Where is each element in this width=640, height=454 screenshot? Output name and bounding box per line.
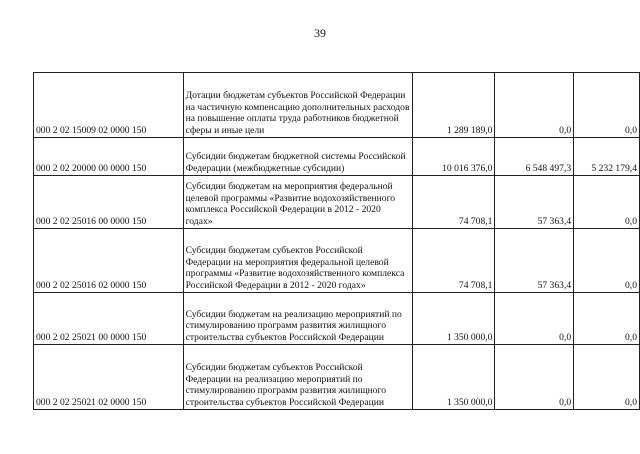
amount-col1: 1 350 000,0 [412, 293, 495, 345]
amount-col3: 0,0 [574, 176, 640, 229]
budget-item-name: Субсидии бюджетам на мероприятия федеральной целевой программы «Развитие водохозяйственного комплекса Российской Федерации в 2012 - 2020 годах» [183, 176, 412, 229]
amount-col2: 6 548 497,3 [495, 138, 574, 176]
budget-code: 000 2 02 25016 00 0000 150 [34, 176, 184, 229]
budget-item-name: Субсидии бюджетам субъектов Российской Федерации на реализацию мероприятий по стимулированию программ развития жилищного строительства субъектов Российской Федерации [183, 345, 412, 410]
budget-code: 000 2 02 20000 00 0000 150 [34, 138, 184, 176]
table-row [34, 176, 640, 229]
amount-col2: 0,0 [495, 73, 574, 138]
amount-col3: 5 232 179,4 [574, 138, 640, 176]
amount-col1: 74 708,1 [412, 229, 495, 293]
table-row [34, 293, 640, 345]
amount-col3: 0,0 [574, 229, 640, 293]
table-row [34, 138, 640, 176]
amount-col1: 1 350 000,0 [412, 345, 495, 410]
page-number: 39 [314, 26, 326, 40]
amount-col3: 0,0 [574, 293, 640, 345]
amount-col2: 57 363,4 [495, 176, 574, 229]
amount-col2: 57 363,4 [495, 229, 574, 293]
amount-col3: 0,0 [574, 73, 640, 138]
table-row [34, 73, 640, 138]
budget-code: 000 2 02 15009 02 0000 150 [34, 73, 184, 138]
budget-table [33, 72, 640, 410]
budget-code: 000 2 02 25021 00 0000 150 [34, 293, 184, 345]
budget-item-name: Субсидии бюджетам субъектов Российской Федерации на мероприятия федеральной целевой программы «Развитие водохозяйственного комплекса Российской Федерации в 2012 - 2020 годах» [183, 229, 412, 293]
budget-item-name: Субсидии бюджетам бюджетной системы Российской Федерации (межбюджетные субсидии) [183, 138, 412, 176]
amount-col2: 0,0 [495, 293, 574, 345]
budget-item-name: Субсидии бюджетам на реализацию мероприятий по стимулированию программ развития жилищного строительства субъектов Российской Федерации [183, 293, 412, 345]
budget-item-name: Дотации бюджетам субъектов Российской Федерации на частичную компенсацию дополнительных расходов на повышение оплаты труда работников бюджетной сферы и иные цели [183, 73, 412, 138]
budget-code: 000 2 02 25016 02 0000 150 [34, 229, 184, 293]
amount-col1: 1 289 189,0 [412, 73, 495, 138]
budget-code: 000 2 02 25021 02 0000 150 [34, 345, 184, 410]
amount-col3: 0,0 [574, 345, 640, 410]
table-row [34, 345, 640, 410]
amount-col1: 10 016 376,0 [412, 138, 495, 176]
table-row [34, 229, 640, 293]
amount-col2: 0,0 [495, 345, 574, 410]
amount-col1: 74 708,1 [412, 176, 495, 229]
